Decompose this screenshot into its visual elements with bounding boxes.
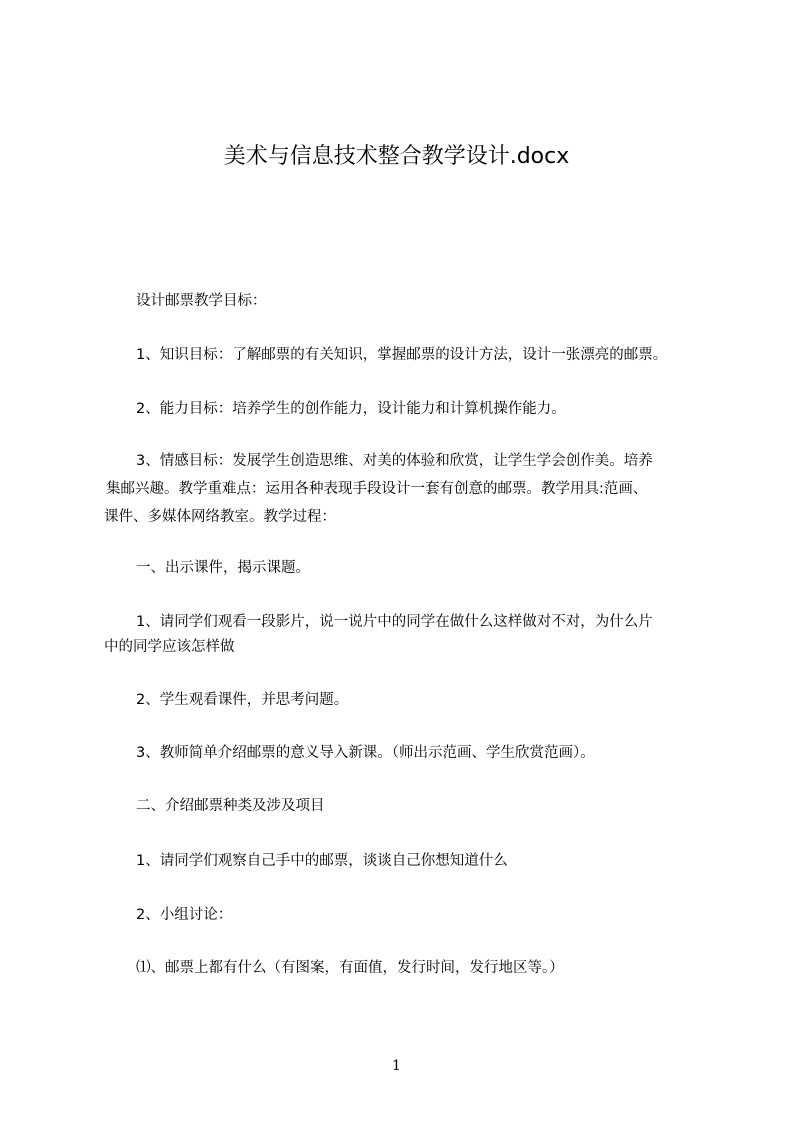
paragraph-observe: 1、请同学们观察自己手中的邮票，谈谈自己你想知道什么 xyxy=(136,853,508,869)
paragraph-step-2: 2、学生观看课件，并思考问题。 xyxy=(136,692,349,708)
paragraph-emotion-goal-line-3: 课件、多媒体网络教室。教学过程： xyxy=(104,509,336,525)
paragraph-objectives-heading: 设计邮票教学目标： xyxy=(136,293,267,309)
paragraph-step-3: 3、教师简单介绍邮票的意义导入新课。（师出示范画、学生欣赏范画）。 xyxy=(136,745,595,761)
paragraph-step-1-line-2: 中的同学应该怎样做 xyxy=(104,639,235,655)
paragraph-emotion-goal-line-1: 3、情感目标：发展学生创造思维、对美的体验和欣赏，让学生学会创作美。培养 xyxy=(136,453,653,469)
paragraph-knowledge-goal: 1、知识目标：了解邮票的有关知识，掌握邮票的设计方法，设计一张漂亮的邮票。 xyxy=(136,347,668,363)
paragraph-step-1-line-1: 1、请同学们观看一段影片，说一说片中的同学在做什么这样做对不对，为什么片 xyxy=(136,614,653,630)
paragraph-emotion-goal-line-2: 集邮兴趣。教学重难点：运用各种表现手段设计一套有创意的邮票。教学用具:范画、 xyxy=(106,481,648,497)
section-heading-1: 一、出示课件，揭示课题。 xyxy=(136,560,310,576)
paragraph-discussion-item-1: ⑴、邮票上都有什么（有图案，有面值，发行时间，发行地区等。） xyxy=(136,960,564,976)
document-title: 美术与信息技术整合教学设计.docx xyxy=(223,144,570,169)
section-heading-2: 二、介绍邮票种类及涉及项目 xyxy=(136,798,325,814)
paragraph-ability-goal: 2、能力目标：培养学生的创作能力，设计能力和计算机操作能力。 xyxy=(136,401,566,417)
paragraph-discussion: 2、小组讨论： xyxy=(136,907,233,923)
page-number: 1 xyxy=(392,1058,401,1074)
